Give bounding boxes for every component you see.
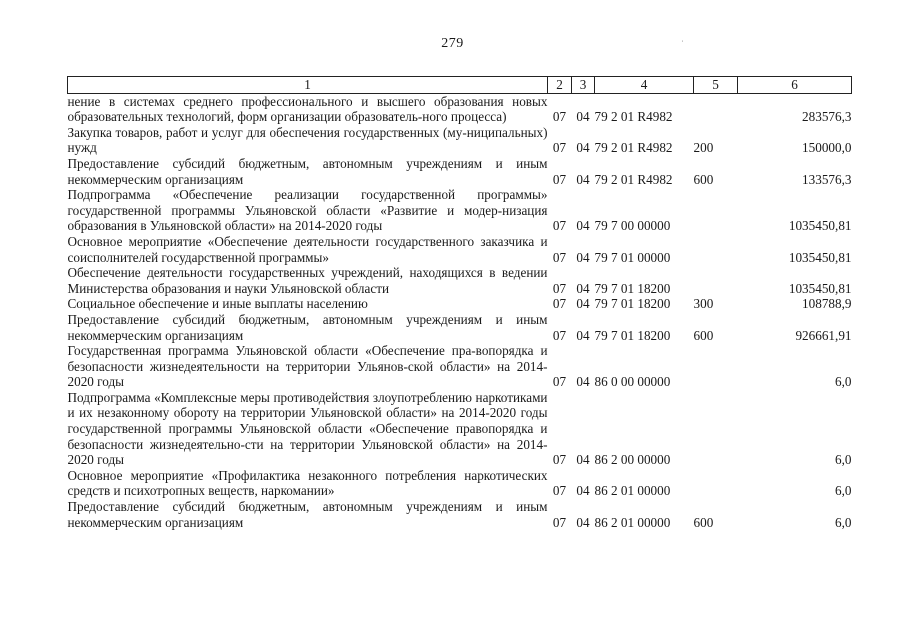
row-section: 07 (552, 218, 567, 234)
header-col-4: 4 (595, 77, 694, 94)
table-row (68, 296, 852, 312)
header-col-1: 1 (68, 77, 548, 94)
table-row (68, 265, 852, 296)
row-expense-type (694, 234, 738, 265)
table-row (68, 187, 852, 234)
row-section: 07 (552, 171, 567, 187)
row-amount: 6,0 (835, 374, 852, 390)
row-description: Основное мероприятие «Профилактика незаконного потребления наркотических средств и психотропных веществ, наркомании» (67, 467, 548, 499)
row-expense-type: 200 (693, 140, 714, 156)
row-subsection: 04 (576, 374, 590, 390)
table-row (68, 156, 852, 187)
table-row (68, 499, 852, 530)
header-col-3: 3 (572, 77, 595, 94)
table-row (68, 312, 852, 343)
table-row (68, 343, 852, 390)
row-expense-type (694, 187, 738, 234)
table-body (68, 93, 852, 530)
row-target-article: 79 7 01 18200 (594, 327, 671, 343)
table-row (68, 468, 852, 499)
scan-speck: ˙ (681, 39, 684, 48)
row-section: 07 (552, 483, 567, 499)
row-target-article: 86 0 00 00000 (594, 374, 671, 390)
row-subsection: 04 (576, 483, 590, 499)
row-subsection: 04 (576, 327, 590, 343)
row-expense-type (694, 390, 738, 468)
row-description: Подпрограмма «Обеспечение реализации государственной программы» государственной программы Ульяновской области «Развитие и модер-низация образования в Ульяновской области» на 2014-2020 годы (67, 187, 548, 234)
row-expense-type: 600 (693, 171, 714, 187)
row-expense-type: 300 (693, 296, 714, 312)
row-description: Государственная программа Ульяновской области «Обеспечение пра-вопорядка и безопасности жизнедеятельности на территории Ульянов-ской области» на 2014-2020 годы (67, 343, 548, 390)
row-description: Основное мероприятие «Обеспечение деятельности государственного заказчика и соисполнителей государственной программы» (67, 233, 548, 265)
row-subsection: 04 (576, 296, 590, 312)
budget-table (67, 76, 852, 530)
row-expense-type (694, 343, 738, 390)
row-target-article: 79 2 01 R4982 (594, 109, 673, 125)
table-row (68, 234, 852, 265)
row-target-article: 79 7 01 18200 (594, 280, 671, 296)
row-subsection: 04 (576, 280, 590, 296)
row-target-article: 86 2 01 00000 (594, 514, 671, 530)
row-amount: 1035450,81 (788, 218, 852, 234)
row-description: Подпрограмма «Комплексные меры противодействия злоупотреблению наркотиками и их незаконному обороту на территории Ульяновской области» на 2014-2020 годы государственной программы Ульяновской области «Обеспечение правопорядка и безопасности жизнедеятельно-сти на территории Ульяновской области» на 2014-2020 годы (67, 389, 548, 468)
row-expense-type (694, 93, 738, 125)
row-subsection: 04 (576, 109, 590, 125)
row-section: 07 (552, 140, 567, 156)
row-amount: 926661,91 (795, 327, 852, 343)
row-amount: 133576,3 (802, 171, 852, 187)
row-amount: 6,0 (835, 483, 852, 499)
row-description: нение в системах среднего профессионального и высшего образования новых образовательных технологий, форм организации образователь-ного процесса) (67, 93, 548, 125)
row-target-article: 79 2 01 R4982 (594, 140, 673, 156)
row-amount: 1035450,81 (788, 280, 852, 296)
row-section: 07 (552, 249, 567, 265)
table-header (68, 77, 852, 94)
header-col-2: 2 (548, 77, 572, 94)
row-description: Предоставление субсидий бюджетным, автономным учреждениям и иным некоммерческим организациям (67, 155, 548, 187)
table-row (68, 93, 852, 125)
header-col-5: 5 (694, 77, 738, 94)
row-target-article: 86 2 00 00000 (594, 452, 671, 468)
row-section: 07 (552, 109, 567, 125)
row-subsection: 04 (576, 452, 590, 468)
row-subsection: 04 (576, 218, 590, 234)
row-description: Социальное обеспечение и иные выплаты населению (67, 296, 368, 312)
row-section: 07 (552, 327, 567, 343)
row-target-article: 79 2 01 R4982 (594, 171, 673, 187)
row-section: 07 (552, 514, 567, 530)
page-number: 279 (441, 36, 464, 51)
row-expense-type (694, 265, 738, 296)
row-expense-type: 600 (693, 514, 714, 530)
row-amount: 6,0 (835, 514, 852, 530)
row-description: Закупка товаров, работ и услуг для обеспечения государственных (му-ниципальных) нужд (67, 124, 548, 156)
row-subsection: 04 (576, 140, 590, 156)
row-target-article: 79 7 01 00000 (594, 249, 671, 265)
row-amount: 1035450,81 (788, 249, 852, 265)
table-row (68, 390, 852, 468)
row-amount: 283576,3 (802, 109, 852, 125)
row-amount: 150000,0 (802, 140, 852, 156)
row-target-article: 86 2 01 00000 (594, 483, 671, 499)
row-target-article: 79 7 00 00000 (594, 218, 671, 234)
row-section: 07 (552, 280, 567, 296)
row-description: Обеспечение деятельности государственных учреждений, находящихся в ведении Министерства образования и науки Ульяновской области (67, 265, 548, 296)
row-description: Предоставление субсидий бюджетным, автономным учреждениям и иным некоммерческим организациям (67, 311, 548, 343)
header-col-6: 6 (738, 77, 852, 94)
row-amount: 6,0 (835, 452, 852, 468)
row-section: 07 (552, 296, 567, 312)
row-amount: 108788,9 (802, 296, 852, 312)
row-section: 07 (552, 374, 567, 390)
row-subsection: 04 (576, 249, 590, 265)
table-row (68, 125, 852, 156)
row-target-article: 79 7 01 18200 (594, 296, 671, 312)
row-subsection: 04 (576, 514, 590, 530)
row-section: 07 (552, 452, 567, 468)
row-expense-type: 600 (693, 327, 714, 343)
row-subsection: 04 (576, 171, 590, 187)
row-expense-type (694, 468, 738, 499)
row-description: Предоставление субсидий бюджетным, автономным учреждениям и иным некоммерческим организациям (67, 499, 548, 530)
